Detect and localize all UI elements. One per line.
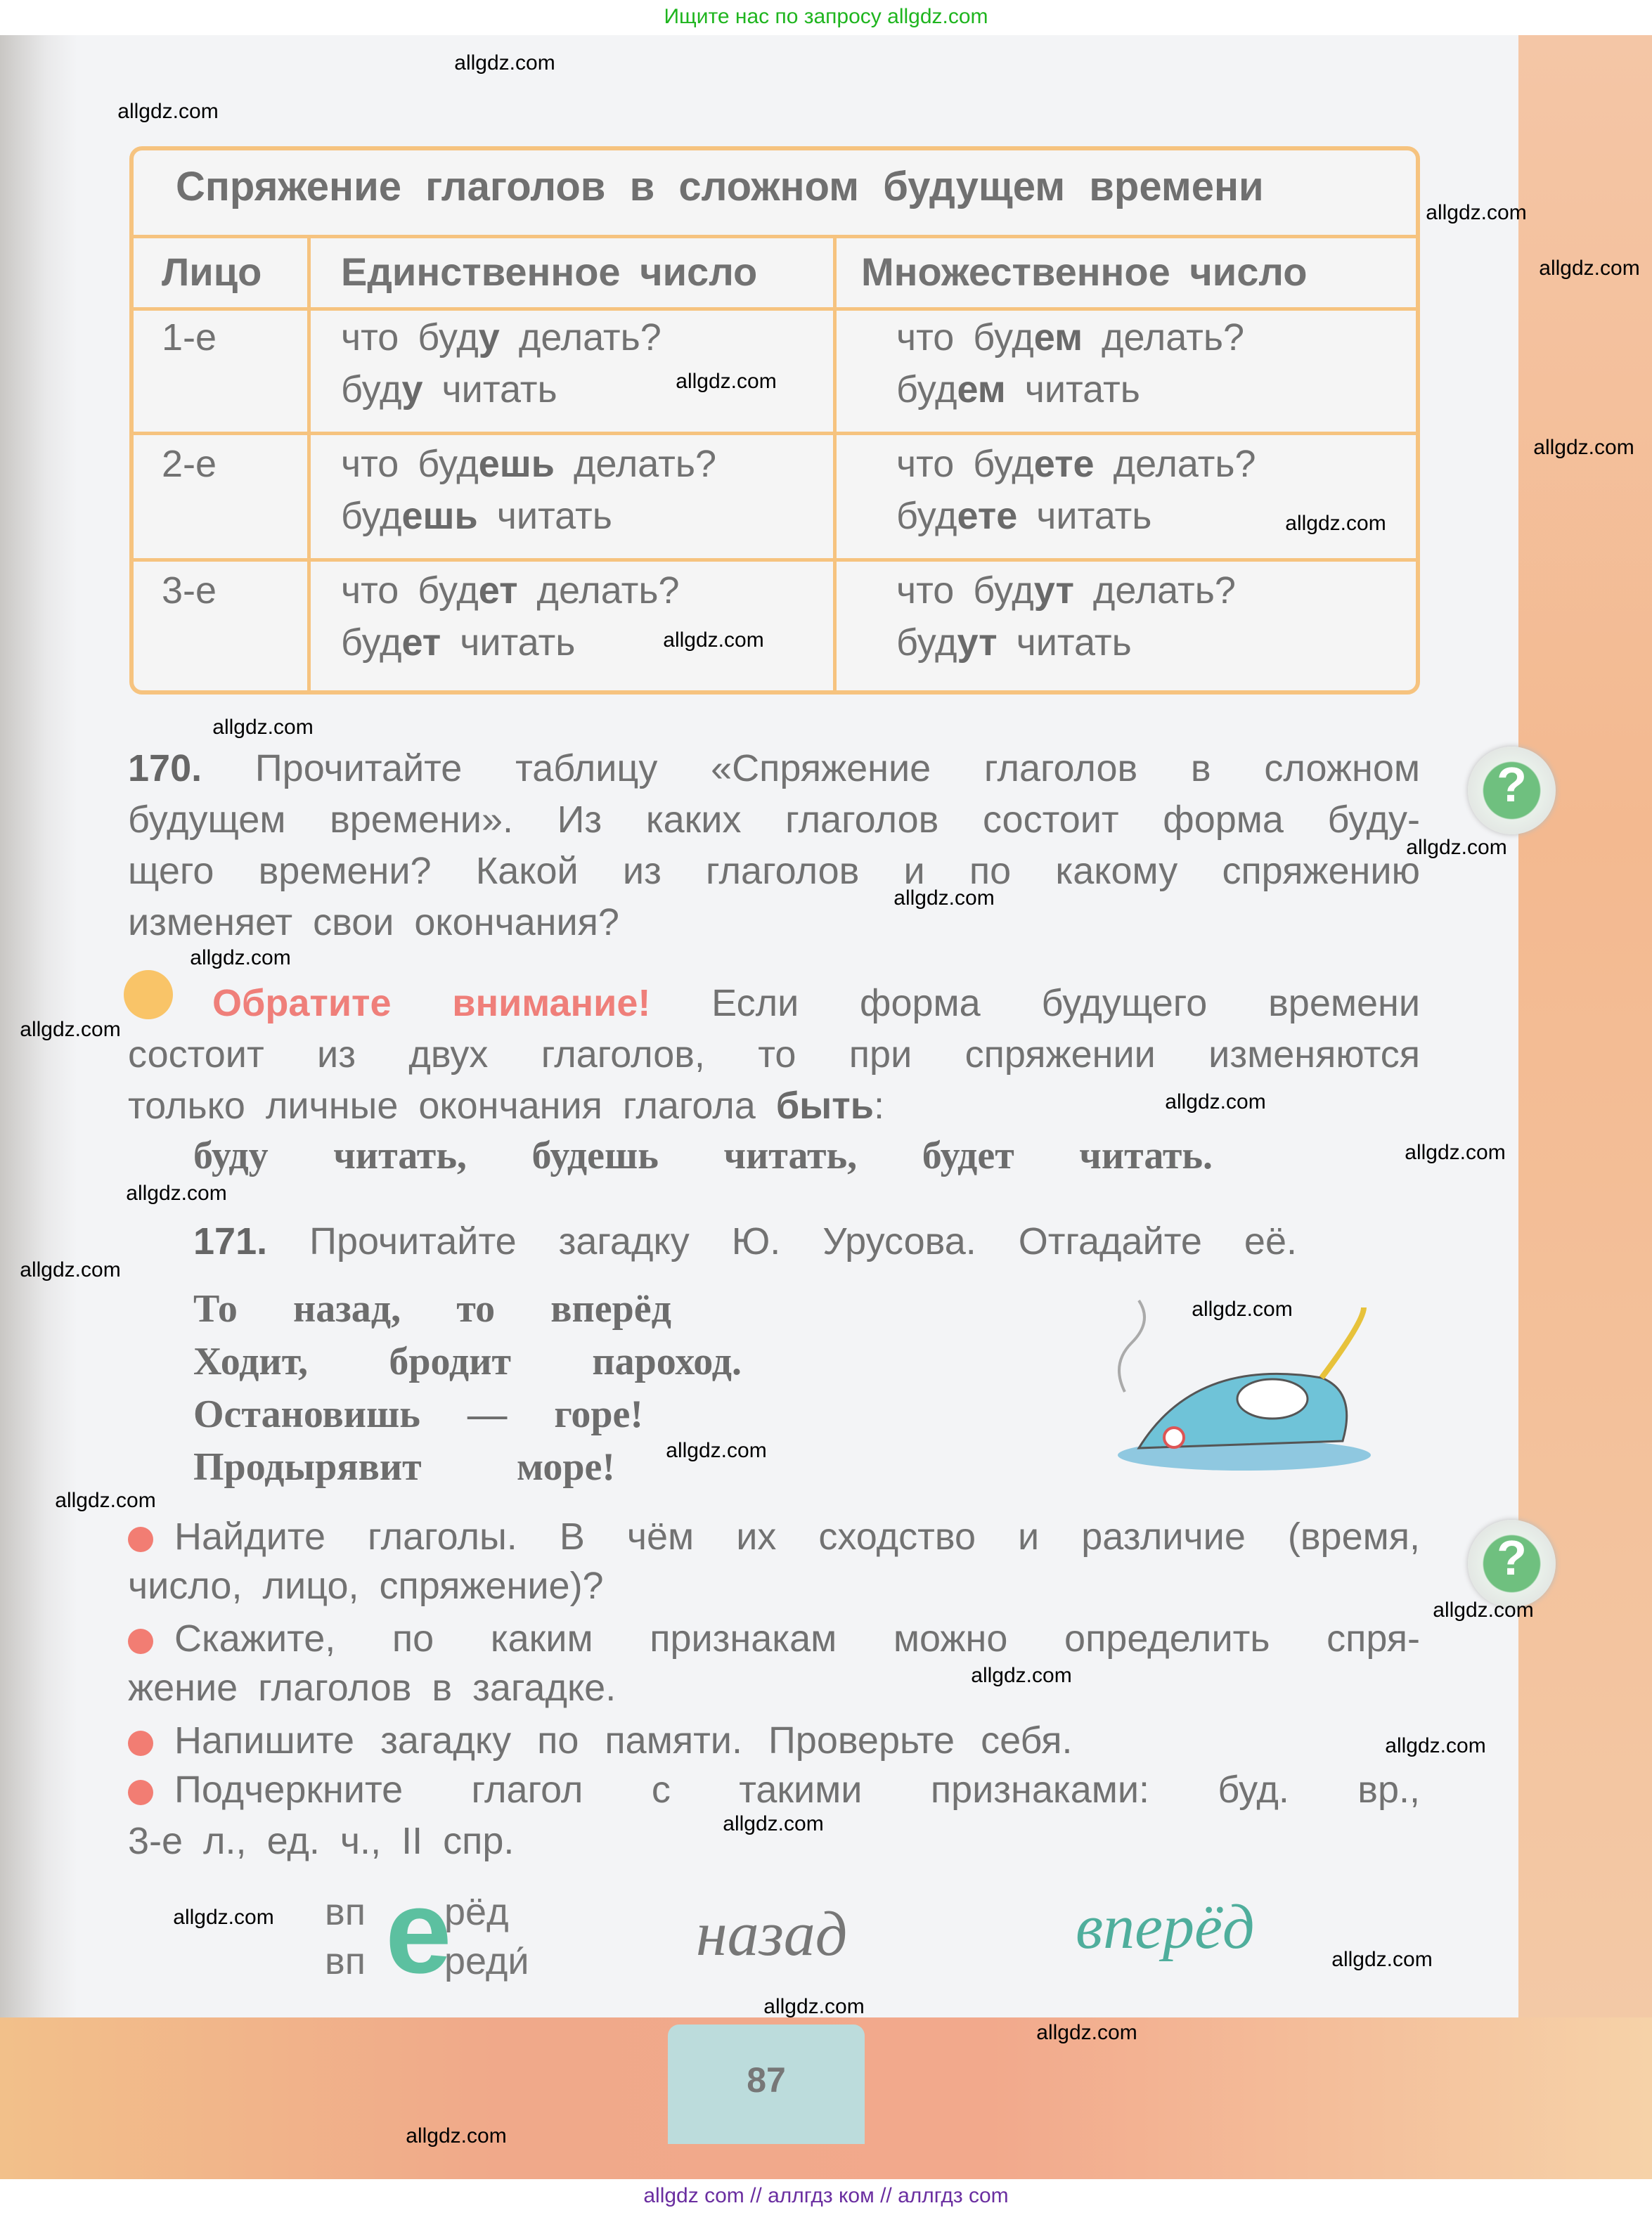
attention-line: состоит из двух глаголов, то при спряжении изменяются <box>128 1033 1420 1076</box>
watermark: allgdz.com <box>173 1906 274 1929</box>
plural-form: будете читать <box>896 495 1152 537</box>
book-spine-shadow <box>0 35 77 2179</box>
bullet-icon <box>128 1629 153 1654</box>
question-icon <box>1468 1520 1556 1608</box>
watermark: allgdz.com <box>723 1812 824 1835</box>
exercise-text: Прочитайте таблицу «Спряжение глаголов в сложном <box>254 747 1420 789</box>
table-divider <box>134 432 1416 435</box>
plural-question: что будете делать? <box>896 443 1256 485</box>
watermark: allgdz.com <box>55 1489 156 1512</box>
watermark: allgdz.com <box>763 1995 865 2018</box>
vocab-word <box>444 1887 529 1986</box>
watermark: allgdz.com <box>454 51 555 75</box>
exercise-number: 170. <box>128 747 202 789</box>
task-bullet <box>128 1768 1420 1812</box>
watermark: allgdz.com <box>1405 1141 1506 1164</box>
footer-links: allgdz com // аллгдз ком // аллгдз com <box>0 2179 1652 2215</box>
header-person: Лицо <box>162 250 262 294</box>
watermark: allgdz.com <box>676 370 777 393</box>
vocab-highlight-letter: е <box>385 1865 452 1998</box>
task-line: жение глаголов в загадке. <box>128 1667 617 1709</box>
vocab-prefix: вп <box>325 1940 366 1982</box>
question-icon <box>1468 747 1556 834</box>
watermark: allgdz.com <box>1285 512 1386 535</box>
vocab-prefix: вп <box>325 1891 366 1933</box>
person-cell: 2-е <box>162 443 217 485</box>
exercise-170-line <box>128 747 1420 790</box>
watermark: allgdz.com <box>1539 257 1640 280</box>
task-bullet <box>128 1515 1420 1558</box>
watermark: allgdz.com <box>666 1439 767 1462</box>
watermark: allgdz.com <box>190 946 291 969</box>
table-divider <box>134 558 1416 562</box>
attention-line <box>212 981 1420 1025</box>
person-cell: 1-е <box>162 316 217 359</box>
watermark: allgdz.com <box>893 886 995 910</box>
plural-form: будут читать <box>896 621 1132 664</box>
watermark: allgdz.com <box>1165 1090 1266 1113</box>
table-divider <box>134 235 1416 238</box>
checkmark-icon <box>124 970 173 1019</box>
plural-question: что будут делать? <box>896 569 1236 612</box>
question-mark: ? <box>1497 757 1527 812</box>
watermark: allgdz.com <box>1192 1298 1293 1321</box>
attention-text: только личные окончания глагола <box>128 1085 776 1127</box>
page-number-tab <box>668 2025 865 2144</box>
watermark: allgdz.com <box>20 1258 121 1281</box>
watermark: allgdz.com <box>663 628 764 652</box>
riddle-line: Ходит, бродит пароход. <box>193 1340 742 1383</box>
task-text: Скажите, по каким признакам можно определить спря- <box>174 1617 1420 1660</box>
watermark: allgdz.com <box>20 1018 121 1041</box>
attention-colon: : <box>873 1085 884 1127</box>
attention-label: Обратите внимание! <box>212 982 651 1024</box>
task-line: число, лицо, спряжение)? <box>128 1565 604 1607</box>
watermark: allgdz.com <box>126 1182 227 1205</box>
singular-question: что будет делать? <box>341 569 680 612</box>
page-number: 87 <box>747 2060 786 2100</box>
watermark: allgdz.com <box>1036 2021 1137 2044</box>
margin-decoration <box>1518 35 1652 2017</box>
plural-form: будем читать <box>896 368 1140 411</box>
attention-text: Если форма будущего времени <box>711 982 1420 1024</box>
watermark: allgdz.com <box>971 1664 1072 1687</box>
riddle-line: То назад, то вперёд <box>193 1287 671 1331</box>
task-text: Найдите глаголы. В чём их сходство и различие (время, <box>174 1516 1420 1558</box>
singular-form: будешь читать <box>341 495 612 537</box>
person-cell: 3-е <box>162 569 217 612</box>
bullet-icon <box>128 1780 153 1805</box>
exercise-number: 171. <box>193 1220 268 1263</box>
exercise-171-line <box>193 1220 1297 1263</box>
singular-form: будет читать <box>341 621 576 664</box>
steam-iron-illustration <box>1111 1293 1392 1483</box>
table-divider <box>833 237 837 695</box>
watermark: allgdz.com <box>406 2124 507 2148</box>
exercise-text: Прочитайте загадку Ю. Урусова. Отгадайте её. <box>309 1220 1297 1263</box>
watermark: allgdz.com <box>117 100 219 123</box>
question-mark: ? <box>1497 1530 1527 1585</box>
watermark: allgdz.com <box>212 716 314 739</box>
bullet-icon <box>128 1731 153 1756</box>
bullet-icon <box>128 1527 153 1552</box>
task-bullet <box>128 1617 1420 1660</box>
watermark: allgdz.com <box>1406 836 1507 859</box>
vocab-script: вперёд <box>1076 1892 1255 1962</box>
singular-form: буду читать <box>341 368 557 411</box>
task-text: Напишите загадку по памяти. Проверьте себя. <box>174 1719 1073 1762</box>
watermark: allgdz.com <box>1433 1599 1534 1622</box>
riddle-line: Продырявит море! <box>193 1445 615 1489</box>
watermark: allgdz.com <box>1426 201 1527 224</box>
exercise-170-line: изменяет свои окончания? <box>128 901 619 943</box>
riddle-line: Остановишь — горе! <box>193 1393 643 1436</box>
singular-question: что буду делать? <box>341 316 662 359</box>
header-singular: Единственное число <box>341 250 758 294</box>
singular-question: что будешь делать? <box>341 443 717 485</box>
plural-question: что будем делать? <box>896 316 1245 359</box>
watermark: allgdz.com <box>1331 1948 1433 1971</box>
table-title: Спряжение глаголов в сложном будущем времени <box>176 164 1264 209</box>
task-bullet <box>128 1719 1182 1762</box>
search-banner: Ищите нас по запросу allgdz.com <box>0 0 1652 35</box>
exercise-170-line: щего времени? Какой из глаголов и по какому спряжению <box>128 850 1420 892</box>
vocab-ending: реди́ <box>444 1940 529 1982</box>
table-divider <box>307 237 311 695</box>
header-plural: Множественное число <box>861 250 1308 294</box>
watermark: allgdz.com <box>1385 1734 1486 1757</box>
vocab-script: назад <box>696 1899 848 1969</box>
task-line: 3-е л., ед. ч., II спр. <box>128 1820 515 1862</box>
vocab-word <box>325 1887 366 1986</box>
conjugation-table <box>129 146 1420 695</box>
watermark: allgdz.com <box>1533 436 1634 459</box>
exercise-170-line: будущем времени». Из каких глаголов состоит форма буду- <box>128 799 1420 841</box>
attention-verb: быть <box>775 1085 874 1127</box>
attention-example: буду читать, будешь читать, будет читать. <box>193 1134 1213 1177</box>
vocab-ending: рёд <box>444 1891 509 1933</box>
task-text: Подчеркните глагол с такими признаками: буд. вр., <box>174 1769 1420 1811</box>
